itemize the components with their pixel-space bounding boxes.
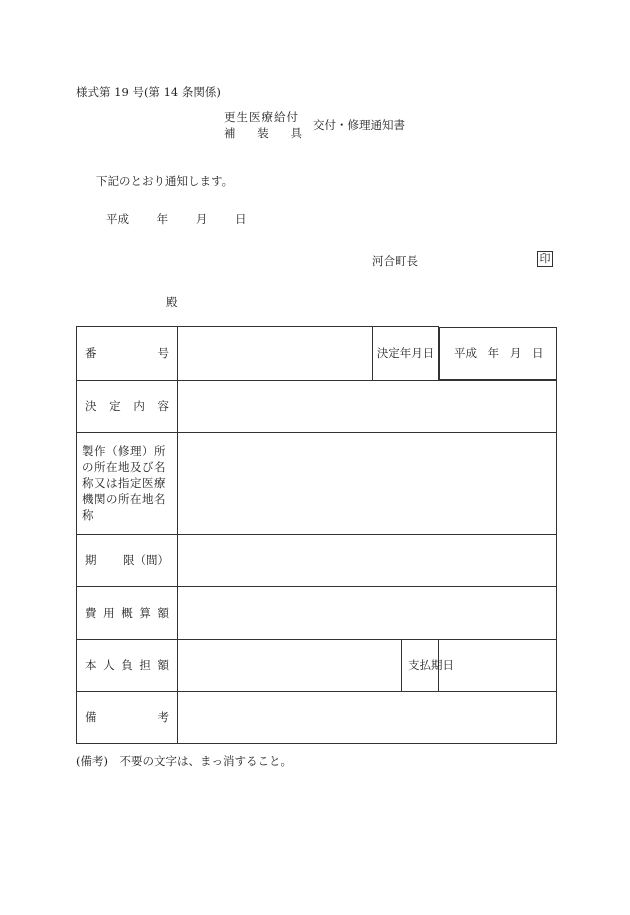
decision-content-label-char: 容 xyxy=(157,399,169,413)
row-self-pay xyxy=(77,639,557,691)
date-era: 平成 xyxy=(106,212,129,226)
footnote: (備考) 不要の文字は、まっ消すること。 xyxy=(76,754,292,768)
row-decision-content xyxy=(77,380,557,432)
self-pay-label-char: 本 xyxy=(85,658,97,672)
payment-date-label xyxy=(402,639,454,691)
issuer-name: 河合町長 xyxy=(372,254,418,268)
notice-table xyxy=(76,326,557,744)
form-id: 様式第 19 号(第 14 条関係) xyxy=(76,85,221,99)
payment-date-label-char: 支 xyxy=(408,658,420,672)
date-day: 日 xyxy=(234,212,247,226)
cost-label-char: 用 xyxy=(103,605,115,620)
date-month: 月 xyxy=(195,212,208,226)
title-line2-char: 補 xyxy=(224,126,236,140)
cost-field[interactable] xyxy=(178,586,557,639)
self-pay-label-char: 人 xyxy=(103,658,115,672)
remarks-label xyxy=(77,691,178,743)
manufacturer-label: 製作（修理）所の所在地及び名称又は指定医療機関の所在地名称 xyxy=(77,432,178,534)
decision-content-label-char: 内 xyxy=(133,399,145,413)
cost-label-char: 概 xyxy=(121,605,133,620)
self-pay-label-char: 担 xyxy=(139,658,151,672)
remarks-label-char: 備 xyxy=(85,710,97,724)
decision-date-day: 日 xyxy=(531,346,544,360)
decision-date-field[interactable] xyxy=(439,327,557,380)
number-label xyxy=(77,327,178,381)
decision-date-label: 決定年月日 xyxy=(373,327,439,381)
decision-content-label xyxy=(77,380,178,432)
title-line2 xyxy=(224,125,302,141)
title-line1: 更生医療給付 xyxy=(224,110,299,124)
number-field[interactable] xyxy=(178,327,373,381)
decision-content-label-char: 定 xyxy=(109,399,121,413)
addressee-suffix: 殿 xyxy=(166,295,178,309)
decision-date-month: 月 xyxy=(509,346,522,360)
row-cost xyxy=(77,586,557,639)
self-pay-label-char: 負 xyxy=(121,658,133,672)
period-label-char: 期 xyxy=(85,553,97,567)
period-field[interactable] xyxy=(178,534,557,586)
cost-label-char: 額 xyxy=(157,605,169,620)
issue-date xyxy=(106,211,246,227)
row-number xyxy=(77,327,557,381)
remarks-field[interactable] xyxy=(178,691,557,743)
title-suffix: 交付・修理通知書 xyxy=(313,118,405,132)
row-remarks xyxy=(77,691,557,743)
remarks-label-char: 考 xyxy=(157,710,169,724)
cost-label xyxy=(77,586,178,639)
decision-date-era: 平成 xyxy=(454,346,477,360)
payment-date-label-char: 日 xyxy=(442,658,454,672)
number-label-char: 番 xyxy=(85,346,97,361)
intro-text: 下記のとおり通知します。 xyxy=(96,174,234,188)
period-label-char: 限（間） xyxy=(123,553,169,567)
decision-date-year: 年 xyxy=(487,346,500,360)
self-pay-label xyxy=(77,639,178,691)
self-pay-field[interactable] xyxy=(178,639,402,691)
self-pay-label-char: 額 xyxy=(157,658,169,672)
seal-mark: 印 xyxy=(537,251,553,267)
decision-content-field[interactable] xyxy=(178,380,557,432)
cost-label-char: 費 xyxy=(85,605,97,620)
title-line2-char: 装 xyxy=(257,126,269,140)
date-year: 年 xyxy=(156,212,169,226)
number-label-char: 号 xyxy=(157,346,169,361)
cost-label-char: 算 xyxy=(139,605,151,620)
payment-date-label-char: 払 xyxy=(419,658,431,672)
decision-content-label-char: 決 xyxy=(85,399,97,413)
period-label xyxy=(77,534,178,586)
manufacturer-field[interactable] xyxy=(178,432,557,534)
row-manufacturer xyxy=(77,432,557,534)
payment-date-label-char: 期 xyxy=(431,658,443,672)
row-period xyxy=(77,534,557,586)
title-line2-char: 具 xyxy=(290,126,302,140)
payment-date-field[interactable] xyxy=(439,639,557,691)
